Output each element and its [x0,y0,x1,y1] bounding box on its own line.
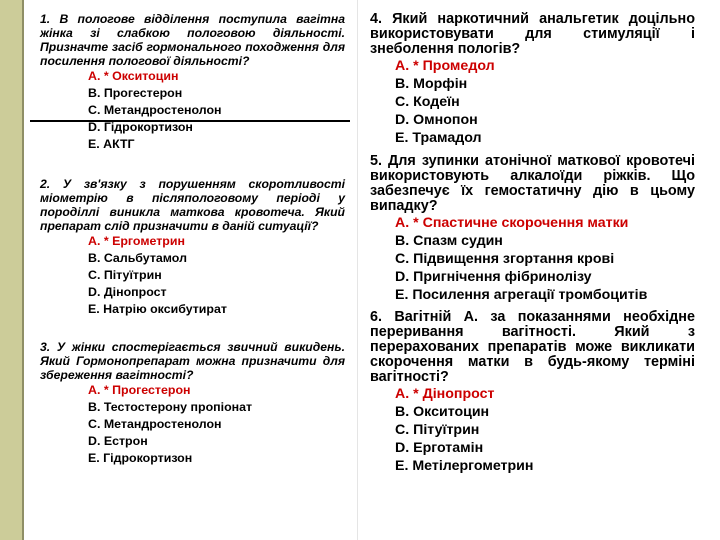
question-4-option-e: E. Трамадол [395,130,482,146]
question-5-option-c: C. Підвищення згортання крові [395,251,615,267]
question-4-text: 4. Який наркотичний анальгетик доцільно використовувати для стимуляції і знеболення пологів? [370,11,695,57]
question-6-option-d: D. Ерготамін [395,440,484,456]
question-4-options [370,57,695,147]
left-column [40,12,345,467]
question-2 [40,177,345,318]
question-4-option-d: D. Омнопон [395,112,478,128]
question-3-option-d: D. Естрон [88,434,148,448]
question-1-option-a: A. * Окситоцин [88,69,179,83]
question-5-options [370,214,695,304]
question-3-options [40,382,345,467]
question-2-option-b: B. Сальбутамол [88,251,187,265]
question-2-options [40,233,345,318]
question-6-option-c: C. Пітуїтрин [395,422,480,438]
sidebar-edge [22,0,24,540]
question-3 [40,340,345,467]
question-2-option-a: A. * Ергометрин [88,234,185,248]
question-5-option-e: E. Посилення агрегації тромбоцитів [395,287,648,303]
question-1-option-b: B. Прогестерон [88,86,183,100]
question-5-option-d: D. Пригнічення фібринолізу [395,269,592,285]
question-5-option-a: A. * Спастичне скорочення матки [395,215,629,231]
question-6-options [370,385,695,475]
question-3-option-b: B. Тестостерону пропіонат [88,400,253,414]
column-divider [357,0,358,540]
question-3-option-e: E. Гідрокортизон [88,451,193,465]
question-1-option-d: D. Гідрокортизон [88,120,193,134]
question-1-option-c: C. Метандростенолон [88,103,222,117]
question-1 [40,12,345,153]
question-6-option-a: A. * Дінопрост [395,386,495,402]
question-6-option-b: B. Окситоцин [395,404,490,420]
question-6 [370,310,695,475]
question-2-text: 2. У зв'язку з порушенням скоротливості міометрію в післяпологовому періоді у породіллі виникла маткова кровотеча. Який препарат слід призначити в даній ситуації? [40,177,345,233]
question-2-option-e: E. Натрію оксибутират [88,302,227,316]
question-4-option-b: B. Морфін [395,76,468,92]
question-6-text: 6. Вагітній А. за показаннями необхідне переривання вагітності. Який з перерахованих препаратів може викликати скорочення матки в будь-якому терміні вагітності? [370,309,695,385]
question-4-option-c: C. Кодеїн [395,94,460,110]
question-4 [370,12,695,147]
question-2-option-d: D. Дінопрост [88,285,167,299]
question-3-text: 3. У жінки спостерігається звичний викидень. Який Гормонопрепарат можна призначити для збереження вагітності? [40,340,345,382]
question-4-option-a: A. * Промедол [395,58,495,74]
sidebar-stripe [0,0,22,540]
question-1-option-e: E. АКТГ [88,137,135,151]
question-1-options [40,68,345,153]
question-6-option-e: E. Метілергометрин [395,458,534,474]
question-5 [370,154,695,304]
question-1-text: 1. В пологове відділення поступила вагітна жінка зі слабкою пологовою діяльності. Призначте засіб гормонального походження для посилення пологової діяльності? [40,12,345,68]
question-3-option-c: C. Метандростенолон [88,417,222,431]
right-column [370,12,695,475]
question-2-option-c: C. Пітуїтрин [88,268,162,282]
question-5-option-b: B. Спазм судин [395,233,503,249]
question-5-text: 5. Для зупинки атонічної маткової кровотечі використовують алкалоїди ріжків. Що забезпечує їх гемостатичну дію в цьому випадку? [370,153,695,214]
question-3-option-a: A. * Прогестерон [88,383,191,397]
